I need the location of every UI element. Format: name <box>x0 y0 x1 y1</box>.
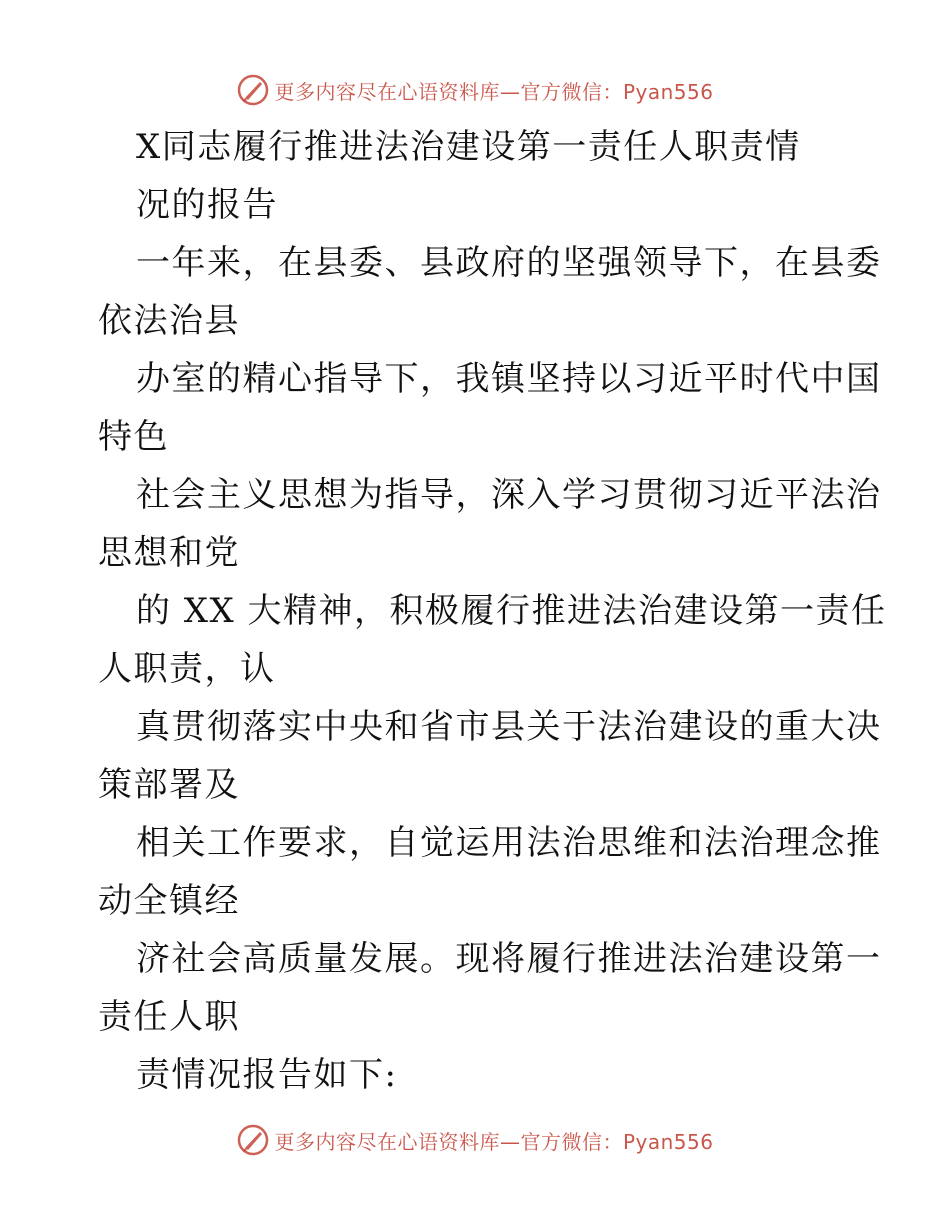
quill-logo-icon <box>236 73 270 107</box>
document-line: 责情况报告如下: <box>136 1055 398 1095</box>
quill-logo-icon <box>236 1123 270 1157</box>
header-watermark-banner <box>0 70 950 110</box>
document-line: 济社会高质量发展。现将履行推进法治建设第一 <box>136 939 882 979</box>
document-line: 依法治县 <box>98 301 240 341</box>
document-line: 的 XX 大精神，积极履行推进法治建设第一责任 <box>136 591 887 631</box>
footer-watermark-banner <box>0 1120 950 1160</box>
document-line: 况的报告 <box>136 185 278 225</box>
document-line: 社会主义思想为指导，深入学习贯彻习近平法治 <box>136 475 882 515</box>
footer-watermark-text: 更多内容尽在心语资料库—官方微信：Pyan556 <box>274 1129 714 1154</box>
document-body <box>98 118 887 1104</box>
document-line: 一年来，在县委、县政府的坚强领导下，在县委 <box>136 243 882 283</box>
document-line: 真贯彻落实中央和省市县关于法治建设的重大决 <box>136 707 882 747</box>
document-line: 办室的精心指导下，我镇坚持以习近平时代中国 <box>136 359 882 399</box>
document-line: 人职责，认 <box>98 649 276 689</box>
document-line: 责任人职 <box>98 997 240 1037</box>
document-line: X同志履行推进法治建设第一责任人职责情 <box>136 127 801 167</box>
document-line: 策部署及 <box>98 765 240 805</box>
header-watermark-text: 更多内容尽在心语资料库—官方微信：Pyan556 <box>274 79 714 104</box>
document-line: 相关工作要求，自觉运用法治思维和法治理念推 <box>136 823 882 863</box>
document-line: 思想和党 <box>98 533 240 573</box>
document-line: 动全镇经 <box>98 881 240 921</box>
document-line: 特色 <box>98 417 169 457</box>
